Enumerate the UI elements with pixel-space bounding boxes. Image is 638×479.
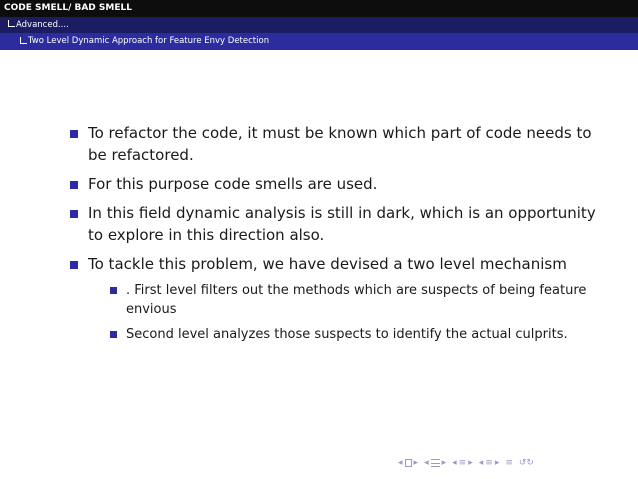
slide-body (68, 122, 608, 351)
nav-section-group (452, 458, 473, 468)
nav-next-subsection-icon[interactable]: ▸ (441, 458, 447, 468)
beamer-navigation-bar (398, 457, 534, 469)
nav-frame-group (398, 458, 418, 468)
header-subsection-title[interactable]: Advanced.... (16, 20, 69, 30)
nav-section-icon[interactable]: ≡ (458, 458, 467, 468)
bullet-text: To tackle this problem, we have devised a two level mechanism (88, 255, 567, 273)
tree-corner-icon (20, 37, 27, 44)
bullet-text: In this field dynamic analysis is still in dark, which is an opportunity to explore in this direction also. (88, 204, 596, 244)
sub-bullet-item (108, 325, 608, 344)
header-section-title[interactable]: CODE SMELL/ BAD SMELL (4, 3, 132, 13)
nav-prev-subsection-icon[interactable]: ◂ (424, 458, 429, 468)
nav-subsection-icon[interactable] (431, 459, 440, 467)
header-subsection-bar (0, 17, 638, 33)
nav-subsection-group (424, 458, 446, 468)
bullet-list (68, 122, 608, 344)
sub-bullet-text: . First level filters out the methods which are suspects of being feature envious (126, 283, 587, 317)
header-subsubsection-bar (0, 33, 638, 50)
nav-prev-frame-icon[interactable]: ◂ (398, 458, 403, 468)
header-subsubsection-title[interactable]: Two Level Dynamic Approach for Feature Envy Detection (28, 36, 270, 46)
sub-bullet-square-icon (110, 331, 117, 338)
bullet-square-icon (70, 130, 78, 138)
nav-prev-part-icon[interactable]: ◂ (478, 458, 484, 468)
sub-bullet-square-icon (110, 287, 117, 294)
bullet-text: To refactor the code, it must be known which part of code needs to be refactored. (88, 124, 592, 164)
nav-next-part-icon[interactable]: ▸ (494, 458, 500, 468)
bullet-square-icon (70, 210, 78, 218)
tree-corner-icon (8, 20, 15, 27)
nav-part-icon[interactable]: ≡ (485, 458, 493, 468)
nav-search-icon[interactable]: ↺↻ (518, 458, 534, 468)
nav-prev-section-icon[interactable]: ◂ (452, 458, 457, 468)
nav-part-group (479, 458, 500, 468)
bullet-square-icon (70, 261, 78, 269)
bullet-item (68, 122, 608, 166)
nav-frame-icon[interactable] (405, 459, 412, 467)
header-section-bar (0, 0, 638, 17)
sub-bullet-list (108, 281, 608, 344)
bullet-item (68, 173, 608, 195)
bullet-item (68, 253, 608, 344)
nav-align-icon[interactable]: ≡ (505, 458, 513, 468)
bullet-square-icon (70, 181, 78, 189)
nav-next-frame-icon[interactable]: ▸ (413, 458, 419, 468)
bullet-text: For this purpose code smells are used. (88, 175, 378, 193)
sub-bullet-item (108, 281, 608, 319)
bullet-item (68, 202, 608, 246)
sub-bullet-text: Second level analyzes those suspects to identify the actual culprits. (126, 327, 568, 342)
nav-next-section-icon[interactable]: ▸ (468, 458, 473, 468)
